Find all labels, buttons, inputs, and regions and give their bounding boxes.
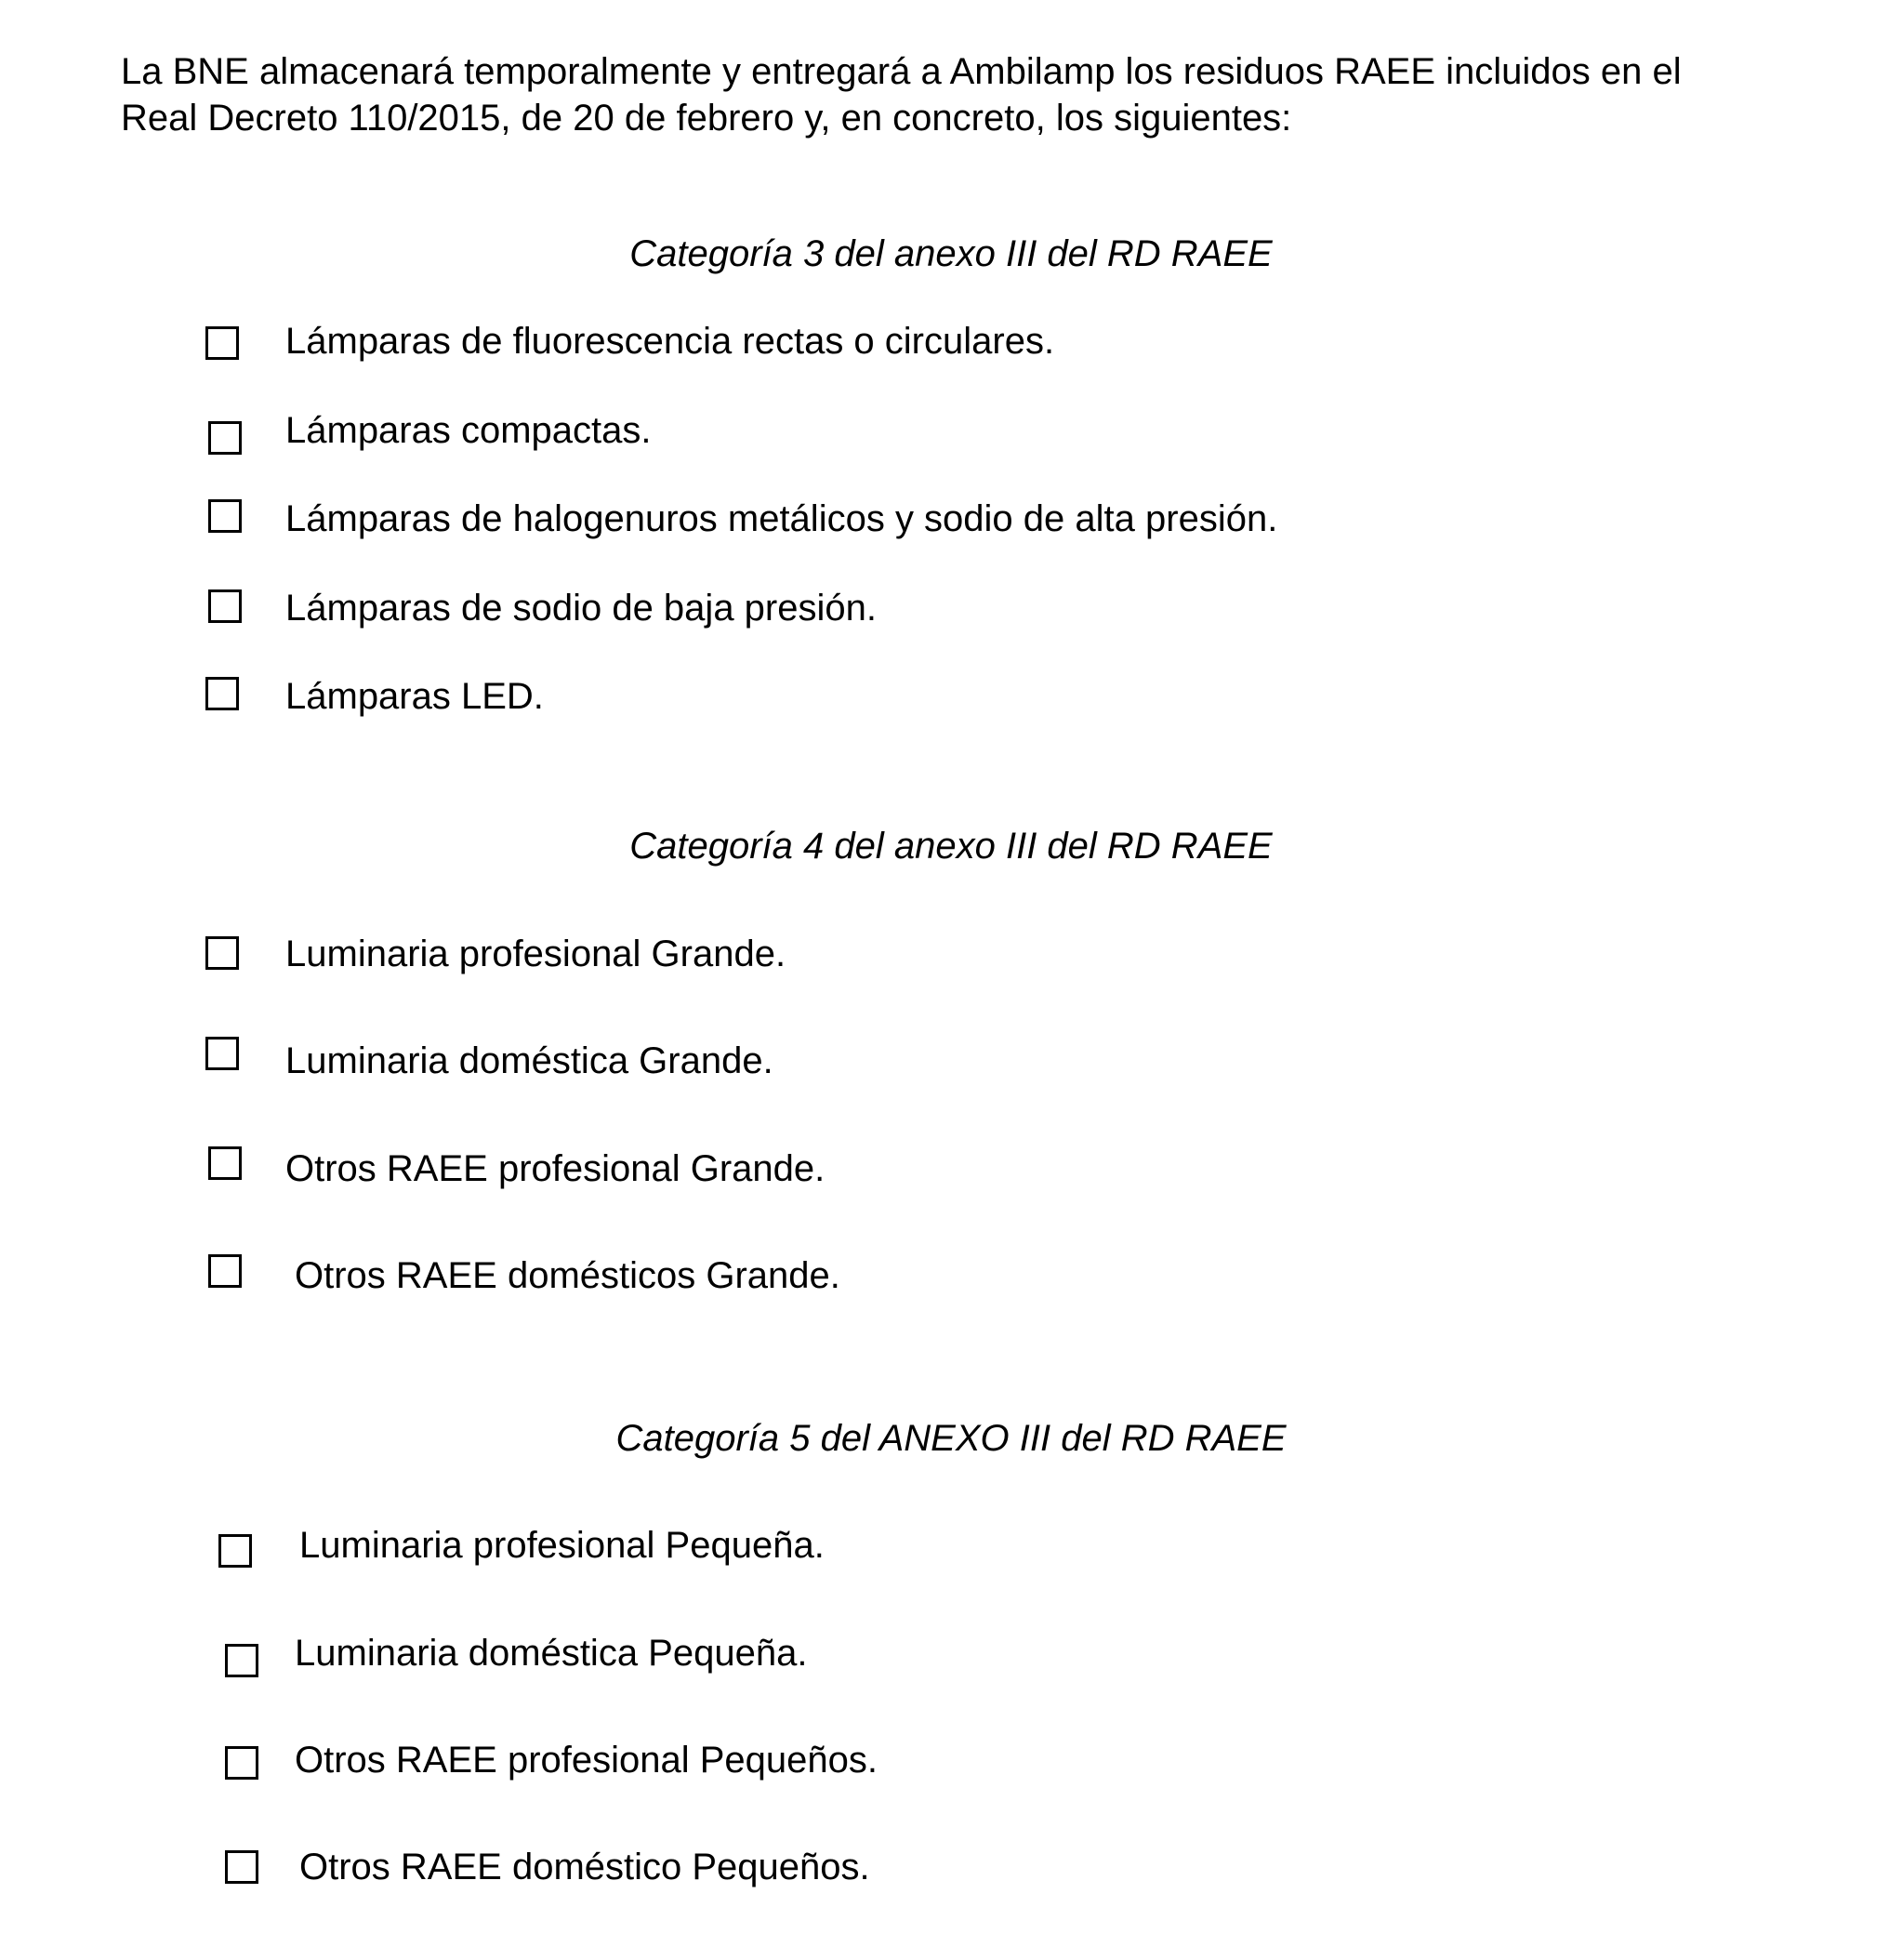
- label-other-weee-domestic-small: Otros RAEE doméstico Pequeños.: [299, 1847, 870, 1887]
- checkbox-low-pressure-sodium-lamps[interactable]: [208, 589, 242, 623]
- label-other-weee-professional-small: Otros RAEE profesional Pequeños.: [295, 1740, 878, 1781]
- label-metal-halide-lamps: Lámparas de halogenuros metálicos y sodio de alta presión.: [285, 498, 1278, 539]
- checkbox-fluorescent-lamps[interactable]: [205, 326, 239, 360]
- checkbox-domestic-luminaire-large[interactable]: [205, 1037, 239, 1070]
- category-4-heading: Categoría 4 del anexo III del RD RAEE: [629, 826, 1273, 867]
- intro-line-1: La BNE almacenará temporalmente y entregará a Ambilamp los residuos RAEE incluidos en el: [121, 51, 1682, 92]
- checkbox-compact-lamps[interactable]: [208, 421, 242, 455]
- category-3-heading: Categoría 3 del anexo III del RD RAEE: [629, 233, 1273, 274]
- checkbox-other-weee-domestic-small[interactable]: [225, 1850, 258, 1884]
- checkbox-domestic-luminaire-small[interactable]: [225, 1644, 258, 1677]
- label-domestic-luminaire-large: Luminaria doméstica Grande.: [285, 1040, 773, 1081]
- checkbox-metal-halide-lamps[interactable]: [208, 499, 242, 533]
- checkbox-other-weee-professional-small[interactable]: [225, 1746, 258, 1780]
- label-domestic-luminaire-small: Luminaria doméstica Pequeña.: [295, 1633, 808, 1674]
- checkbox-professional-luminaire-large[interactable]: [205, 936, 239, 970]
- intro-paragraph: [121, 48, 1794, 141]
- category-5-heading: Categoría 5 del ANEXO III del RD RAEE: [615, 1418, 1287, 1459]
- checkbox-led-lamps[interactable]: [205, 677, 239, 710]
- intro-line-2: Real Decreto 110/2015, de 20 de febrero y, en concreto, los siguientes:: [121, 98, 1292, 139]
- label-other-weee-professional-large: Otros RAEE profesional Grande.: [285, 1148, 826, 1189]
- checkbox-professional-luminaire-small[interactable]: [218, 1534, 252, 1568]
- label-led-lamps: Lámparas LED.: [285, 676, 544, 717]
- checkbox-other-weee-professional-large[interactable]: [208, 1146, 242, 1180]
- label-professional-luminaire-large: Luminaria profesional Grande.: [285, 934, 786, 974]
- label-compact-lamps: Lámparas compactas.: [285, 410, 652, 451]
- label-professional-luminaire-small: Luminaria profesional Pequeña.: [299, 1525, 825, 1566]
- label-other-weee-domestic-large: Otros RAEE domésticos Grande.: [295, 1255, 840, 1296]
- label-fluorescent-lamps: Lámparas de fluorescencia rectas o circulares.: [285, 321, 1055, 362]
- label-low-pressure-sodium-lamps: Lámparas de sodio de baja presión.: [285, 588, 877, 629]
- checkbox-other-weee-domestic-large[interactable]: [208, 1254, 242, 1288]
